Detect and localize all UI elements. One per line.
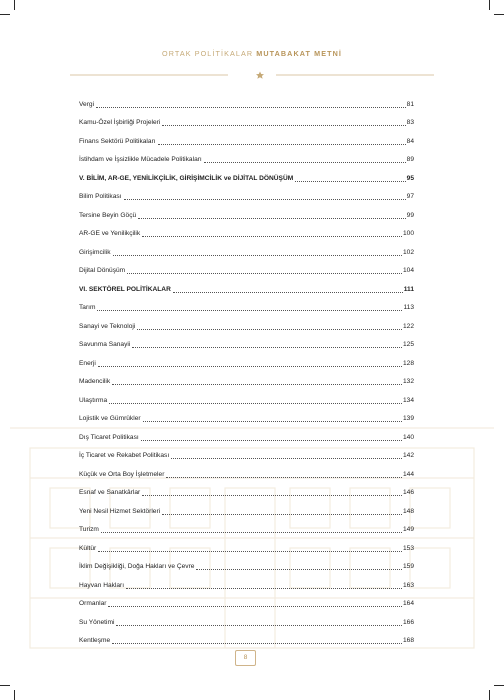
toc-entry-page: 104 bbox=[402, 267, 414, 275]
dot-leader bbox=[162, 125, 405, 126]
toc-entry-title: Ulaştırma bbox=[79, 396, 108, 404]
toc-entry-page: 111 bbox=[403, 285, 414, 293]
toc-entry-title: Savunma Sanayii bbox=[79, 341, 131, 349]
toc-entry[interactable] bbox=[79, 460, 414, 479]
toc-entry-title: Bilim Politikası bbox=[79, 193, 122, 201]
toc-entry-page: 144 bbox=[402, 470, 414, 478]
toc-entry-title: Lojistik ve Gümrükler bbox=[79, 415, 141, 423]
dot-leader bbox=[127, 273, 402, 274]
toc-entry-title: Kültür bbox=[79, 544, 97, 552]
toc-entry-title: Girişimcilik bbox=[79, 248, 111, 256]
toc-entry[interactable] bbox=[79, 627, 414, 646]
dot-leader bbox=[98, 551, 402, 552]
dot-leader bbox=[96, 107, 406, 108]
toc-entry[interactable] bbox=[79, 442, 414, 461]
crop-mark-top-right-h bbox=[494, 14, 504, 15]
toc-entry[interactable] bbox=[79, 405, 414, 424]
toc-entry-title: Tarım bbox=[79, 304, 96, 312]
toc-entry-title: AR-GE ve Yenilikçilik bbox=[79, 230, 141, 238]
toc-entry-title: Dijital Dönüşüm bbox=[79, 267, 126, 275]
toc-entry-page: 139 bbox=[402, 415, 414, 423]
dot-leader bbox=[109, 403, 402, 404]
toc-entry[interactable] bbox=[79, 257, 414, 276]
toc-entry[interactable] bbox=[79, 201, 414, 220]
toc-entry-page: 128 bbox=[402, 359, 414, 367]
toc-entry[interactable] bbox=[79, 331, 414, 350]
page-number: 8 bbox=[235, 650, 256, 666]
toc-entry[interactable] bbox=[79, 90, 414, 109]
toc-entry[interactable] bbox=[79, 294, 414, 313]
dot-leader bbox=[295, 181, 405, 182]
toc-entry[interactable] bbox=[79, 516, 414, 535]
toc-entry-page: 159 bbox=[402, 563, 414, 571]
table-of-contents bbox=[79, 90, 414, 645]
toc-entry-page: 97 bbox=[406, 193, 414, 201]
toc-entry[interactable] bbox=[79, 497, 414, 516]
toc-entry-title: Tersine Beyin Göçü bbox=[79, 211, 137, 219]
toc-entry-title: VI. SEKTÖREL POLİTİKALAR bbox=[79, 285, 171, 293]
toc-entry-page: 122 bbox=[402, 322, 414, 330]
toc-section-heading[interactable] bbox=[79, 275, 414, 294]
dot-leader bbox=[108, 606, 402, 607]
toc-entry[interactable] bbox=[79, 553, 414, 572]
toc-entry-page: 102 bbox=[402, 248, 414, 256]
toc-entry-page: 142 bbox=[402, 452, 414, 460]
toc-entry-page: 95 bbox=[406, 174, 414, 182]
toc-entry-page: 149 bbox=[402, 526, 414, 534]
toc-entry-title: Hayvan Hakları bbox=[79, 581, 125, 589]
toc-entry-page: 134 bbox=[402, 396, 414, 404]
toc-entry-page: 146 bbox=[402, 489, 414, 497]
toc-entry[interactable] bbox=[79, 590, 414, 609]
toc-entry-title: Küçük ve Orta Boy İşletmeler bbox=[79, 470, 165, 478]
dot-leader bbox=[137, 329, 402, 330]
toc-entry[interactable] bbox=[79, 534, 414, 553]
toc-entry-page: 164 bbox=[402, 600, 414, 608]
dot-leader bbox=[113, 255, 402, 256]
dot-leader bbox=[116, 625, 402, 626]
toc-entry-page: 153 bbox=[402, 544, 414, 552]
dot-leader bbox=[132, 347, 402, 348]
toc-entry-page: 100 bbox=[402, 230, 414, 238]
toc-entry[interactable] bbox=[79, 386, 414, 405]
toc-entry-page: 89 bbox=[406, 156, 414, 164]
dot-leader bbox=[158, 144, 406, 145]
toc-entry-title: Kamu-Özel İşbirliği Projeleri bbox=[79, 119, 161, 127]
dot-leader bbox=[171, 458, 402, 459]
toc-entry[interactable] bbox=[79, 220, 414, 239]
toc-entry[interactable] bbox=[79, 183, 414, 202]
toc-entry-title: Ormanlar bbox=[79, 600, 107, 608]
dot-leader bbox=[124, 199, 406, 200]
toc-entry[interactable] bbox=[79, 312, 414, 331]
dot-leader bbox=[196, 569, 402, 570]
toc-entry[interactable] bbox=[79, 571, 414, 590]
dot-leader bbox=[97, 310, 402, 311]
crop-mark-bottom-right-h bbox=[494, 685, 504, 686]
header-prefix: ORTAK POLİTİKALAR bbox=[162, 49, 254, 58]
toc-entry[interactable] bbox=[79, 479, 414, 498]
toc-entry-page: 81 bbox=[406, 100, 414, 108]
toc-entry-title: İstihdam ve İşsizlikle Mücadele Politikaları bbox=[79, 156, 202, 164]
toc-entry-title: İç Ticaret ve Rekabet Politikası bbox=[79, 452, 170, 460]
toc-entry-title: Turizm bbox=[79, 526, 99, 534]
toc-entry-page: 83 bbox=[406, 119, 414, 127]
crop-mark-bottom-right bbox=[489, 690, 490, 700]
toc-entry-title: Sanayi ve Teknoloji bbox=[79, 322, 136, 330]
toc-entry-title: Enerji bbox=[79, 359, 96, 367]
emblem-divider bbox=[70, 62, 434, 88]
toc-entry-page: 125 bbox=[402, 341, 414, 349]
toc-section-heading[interactable] bbox=[79, 164, 414, 183]
dot-leader bbox=[142, 236, 402, 237]
dot-leader bbox=[112, 643, 402, 644]
toc-entry-title: Dış Ticaret Politikası bbox=[79, 433, 139, 441]
toc-entry[interactable] bbox=[79, 127, 414, 146]
toc-entry-page: 166 bbox=[402, 618, 414, 626]
toc-entry-title: Esnaf ve Sanatkârlar bbox=[79, 489, 141, 497]
crop-mark-bottom-left-h bbox=[0, 685, 10, 686]
toc-entry-title: Finans Sektörü Politikaları bbox=[79, 137, 156, 145]
dot-leader bbox=[166, 477, 402, 478]
crescent-star-icon bbox=[236, 65, 264, 85]
page-header bbox=[0, 49, 504, 58]
toc-entry[interactable] bbox=[79, 238, 414, 257]
toc-entry[interactable] bbox=[79, 368, 414, 387]
crop-mark-top-left-h bbox=[0, 14, 10, 15]
crop-mark-top-right bbox=[489, 0, 490, 10]
toc-entry-page: 99 bbox=[406, 211, 414, 219]
toc-entry[interactable] bbox=[79, 146, 414, 165]
dot-leader bbox=[98, 366, 402, 367]
toc-entry-title: Su Yönetimi bbox=[79, 618, 115, 626]
toc-entry-page: 113 bbox=[403, 304, 414, 312]
dot-leader bbox=[141, 440, 402, 441]
crop-mark-top-left bbox=[14, 0, 15, 10]
toc-entry-page: 132 bbox=[402, 378, 414, 386]
toc-entry-title: Madencilik bbox=[79, 378, 111, 386]
toc-entry-page: 140 bbox=[402, 433, 414, 441]
toc-entry-title: Yeni Nesil Hizmet Sektörleri bbox=[79, 507, 161, 515]
toc-entry-page: 84 bbox=[406, 137, 414, 145]
toc-entry-page: 163 bbox=[402, 581, 414, 589]
header-emphasis: MUTABAKAT METNİ bbox=[256, 49, 342, 58]
crop-mark-bottom-left bbox=[14, 690, 15, 700]
toc-entry-title: Vergi bbox=[79, 100, 95, 108]
toc-entry-page: 148 bbox=[402, 507, 414, 515]
toc-entry-page: 168 bbox=[402, 637, 414, 645]
dot-leader bbox=[138, 218, 405, 219]
dot-leader bbox=[112, 384, 402, 385]
toc-entry[interactable] bbox=[79, 423, 414, 442]
toc-entry-title: Kentleşme bbox=[79, 637, 111, 645]
dot-leader bbox=[142, 495, 402, 496]
dot-leader bbox=[204, 162, 406, 163]
dot-leader bbox=[101, 532, 402, 533]
dot-leader bbox=[126, 588, 402, 589]
toc-entry[interactable] bbox=[79, 109, 414, 128]
dot-leader bbox=[162, 514, 402, 515]
toc-entry-title: V. BİLİM, AR-GE, YENİLİKÇİLİK, GİRİŞİMCİLİK ve DİJİTAL DÖNÜŞÜM bbox=[79, 174, 294, 182]
toc-entry-title: İklim Değişikliği, Doğa Hakları ve Çevre bbox=[79, 563, 195, 571]
toc-entry[interactable] bbox=[79, 349, 414, 368]
dot-leader bbox=[143, 421, 402, 422]
dot-leader bbox=[173, 292, 403, 293]
toc-entry[interactable] bbox=[79, 608, 414, 627]
